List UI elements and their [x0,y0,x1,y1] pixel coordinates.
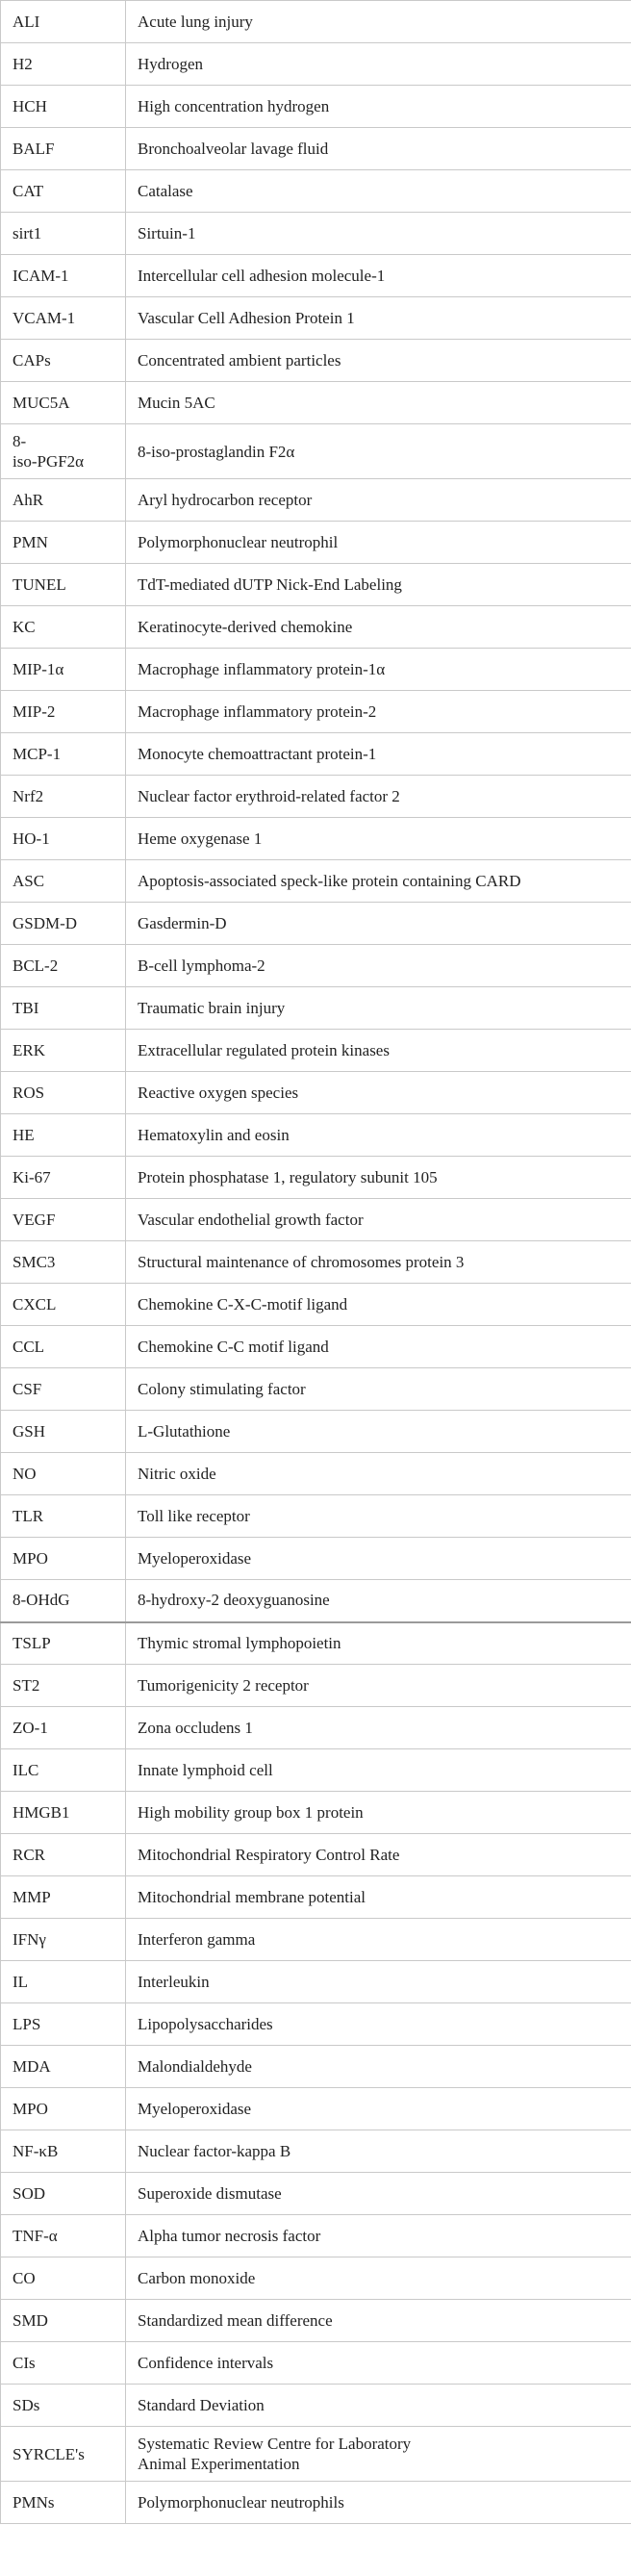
abbreviation-cell: VEGF [1,1199,126,1241]
abbreviation-cell: HMGB1 [1,1792,126,1834]
table-row [1,1707,631,1749]
table-row [1,1199,631,1241]
table-row [1,564,631,606]
definition-cell: Nitric oxide [126,1453,631,1495]
definition-cell: Aryl hydrocarbon receptor [126,479,631,522]
definition-cell: Heme oxygenase 1 [126,818,631,860]
abbreviation-cell: TUNEL [1,564,126,606]
table-row [1,1876,631,1919]
abbreviation-cell: SMC3 [1,1241,126,1284]
table-row [1,1411,631,1453]
definition-cell: Concentrated ambient particles [126,340,631,382]
abbreviation-cell: ERK [1,1030,126,1072]
abbreviation-cell: AhR [1,479,126,522]
abbreviation-cell: HO-1 [1,818,126,860]
table-row [1,1834,631,1876]
table-row [1,522,631,564]
table-row [1,340,631,382]
definition-cell: Interleukin [126,1961,631,2003]
definition-cell: Acute lung injury [126,1,631,43]
table-row [1,128,631,170]
table-row [1,2342,631,2385]
table-row [1,818,631,860]
table-row [1,86,631,128]
table-row [1,2088,631,2130]
abbreviation-cell: ZO-1 [1,1707,126,1749]
abbreviation-cell: PMNs [1,2482,126,2524]
definition-cell: Superoxide dismutase [126,2173,631,2215]
abbreviation-cell: HE [1,1114,126,1157]
table-row [1,1665,631,1707]
definition-cell: Chemokine C-X-C-motif ligand [126,1284,631,1326]
table-row [1,2046,631,2088]
definition-cell: Nuclear factor erythroid-related factor 2 [126,776,631,818]
abbreviation-cell: KC [1,606,126,649]
abbreviation-cell: SYRCLE's [1,2427,126,2482]
abbreviation-table-body [1,1,631,2524]
definition-cell: Interferon gamma [126,1919,631,1961]
definition-cell: Myeloperoxidase [126,2088,631,2130]
abbreviation-cell: MMP [1,1876,126,1919]
definition-cell: Chemokine C-C motif ligand [126,1326,631,1368]
table-row [1,1749,631,1792]
definition-cell: Traumatic brain injury [126,987,631,1030]
abbreviation-cell: MUC5A [1,382,126,424]
abbreviation-cell: GSDM-D [1,903,126,945]
definition-cell: Toll like receptor [126,1495,631,1538]
table-row [1,776,631,818]
definition-cell: Lipopolysaccharides [126,2003,631,2046]
definition-cell: Keratinocyte-derived chemokine [126,606,631,649]
definition-cell: Polymorphonuclear neutrophils [126,2482,631,2524]
abbreviation-cell: ILC [1,1749,126,1792]
table-row [1,2427,631,2482]
abbreviation-cell: GSH [1,1411,126,1453]
table-row [1,1,631,43]
abbreviation-cell: IFNγ [1,1919,126,1961]
table-row [1,1495,631,1538]
abbreviation-cell: ICAM-1 [1,255,126,297]
definition-cell: Intercellular cell adhesion molecule-1 [126,255,631,297]
definition-cell: Mucin 5AC [126,382,631,424]
definition-cell: Vascular Cell Adhesion Protein 1 [126,297,631,340]
abbreviation-cell: ASC [1,860,126,903]
table-row [1,606,631,649]
definition-cell: Carbon monoxide [126,2257,631,2300]
table-row [1,213,631,255]
definition-cell: Standard Deviation [126,2385,631,2427]
table-row [1,1453,631,1495]
definition-cell: Zona occludens 1 [126,1707,631,1749]
abbreviation-cell: SMD [1,2300,126,2342]
table-row [1,2300,631,2342]
abbreviation-cell: 8- iso-PGF2α [1,424,126,479]
definition-cell: Mitochondrial Respiratory Control Rate [126,1834,631,1876]
abbreviation-cell: CXCL [1,1284,126,1326]
abbreviation-cell: TSLP [1,1622,126,1665]
definition-cell: Monocyte chemoattractant protein-1 [126,733,631,776]
abbreviation-cell: 8-OHdG [1,1580,126,1622]
table-row [1,424,631,479]
abbreviation-cell: TLR [1,1495,126,1538]
table-row [1,860,631,903]
definition-cell: Vascular endothelial growth factor [126,1199,631,1241]
abbreviation-cell: SOD [1,2173,126,2215]
definition-cell: Gasdermin-D [126,903,631,945]
table-row [1,1072,631,1114]
definition-cell: Malondialdehyde [126,2046,631,2088]
abbreviation-cell: H2 [1,43,126,86]
definition-cell: Apoptosis-associated speck-like protein containing CARD [126,860,631,903]
table-row [1,1961,631,2003]
abbreviation-cell: NF-κB [1,2130,126,2173]
table-row [1,1157,631,1199]
table-row [1,1368,631,1411]
definition-cell: Colony stimulating factor [126,1368,631,1411]
definition-cell: Hematoxylin and eosin [126,1114,631,1157]
abbreviation-cell: CCL [1,1326,126,1368]
definition-cell: High concentration hydrogen [126,86,631,128]
abbreviation-cell: PMN [1,522,126,564]
table-row [1,903,631,945]
table-row [1,2173,631,2215]
abbreviation-cell: MPO [1,2088,126,2130]
abbreviation-cell: CSF [1,1368,126,1411]
definition-cell: Mitochondrial membrane potential [126,1876,631,1919]
table-row [1,2003,631,2046]
table-row [1,2385,631,2427]
definition-cell: L-Glutathione [126,1411,631,1453]
definition-cell: Hydrogen [126,43,631,86]
definition-cell: Extracellular regulated protein kinases [126,1030,631,1072]
table-row [1,297,631,340]
definition-cell: Sirtuin-1 [126,213,631,255]
table-row [1,733,631,776]
definition-cell: Confidence intervals [126,2342,631,2385]
abbreviation-cell: MCP-1 [1,733,126,776]
definition-cell: Thymic stromal lymphopoietin [126,1622,631,1665]
definition-cell: Alpha tumor necrosis factor [126,2215,631,2257]
table-row [1,1326,631,1368]
abbreviation-cell: ALI [1,1,126,43]
definition-cell: Structural maintenance of chromosomes protein 3 [126,1241,631,1284]
definition-cell: High mobility group box 1 protein [126,1792,631,1834]
table-row [1,2130,631,2173]
abbreviation-cell: MPO [1,1538,126,1580]
definition-cell: 8-iso-prostaglandin F2α [126,424,631,479]
table-row [1,987,631,1030]
abbreviation-cell: CAT [1,170,126,213]
table-row [1,691,631,733]
table-row [1,649,631,691]
table-row [1,1622,631,1665]
abbreviation-cell: SDs [1,2385,126,2427]
definition-cell: Polymorphonuclear neutrophil [126,522,631,564]
abbreviation-cell: MIP-2 [1,691,126,733]
abbreviation-cell: Ki-67 [1,1157,126,1199]
table-row [1,2482,631,2524]
table-row [1,1241,631,1284]
definition-cell: Tumorigenicity 2 receptor [126,1665,631,1707]
abbreviation-cell: ST2 [1,1665,126,1707]
table-row [1,255,631,297]
definition-cell: 8-hydroxy-2 deoxyguanosine [126,1580,631,1622]
table-row [1,2257,631,2300]
definition-cell: Nuclear factor-kappa B [126,2130,631,2173]
table-row [1,1284,631,1326]
abbreviation-cell: HCH [1,86,126,128]
abbreviation-cell: ROS [1,1072,126,1114]
abbreviation-cell: MDA [1,2046,126,2088]
abbreviation-cell: CO [1,2257,126,2300]
table-row [1,1792,631,1834]
abbreviation-cell: Nrf2 [1,776,126,818]
definition-cell: Protein phosphatase 1, regulatory subunit 105 [126,1157,631,1199]
table-row [1,2215,631,2257]
abbreviation-cell: CAPs [1,340,126,382]
definition-cell: Myeloperoxidase [126,1538,631,1580]
table-row [1,170,631,213]
abbreviation-cell: IL [1,1961,126,2003]
definition-cell: Macrophage inflammatory protein-2 [126,691,631,733]
abbreviation-cell: RCR [1,1834,126,1876]
table-row [1,1919,631,1961]
definition-cell: Systematic Review Centre for Laboratory Animal Experimentation [126,2427,631,2482]
table-row [1,43,631,86]
abbreviation-cell: CIs [1,2342,126,2385]
table-row [1,1580,631,1622]
definition-cell: Bronchoalveolar lavage fluid [126,128,631,170]
definition-cell: B-cell lymphoma-2 [126,945,631,987]
abbreviation-cell: TBI [1,987,126,1030]
abbreviation-cell: TNF-α [1,2215,126,2257]
definition-cell: TdT-mediated dUTP Nick-End Labeling [126,564,631,606]
table-row [1,382,631,424]
abbreviation-cell: VCAM-1 [1,297,126,340]
abbreviation-cell: BCL-2 [1,945,126,987]
table-row [1,1030,631,1072]
table-row [1,1114,631,1157]
definition-cell: Macrophage inflammatory protein-1α [126,649,631,691]
table-row [1,945,631,987]
abbreviation-cell: sirt1 [1,213,126,255]
definition-cell: Reactive oxygen species [126,1072,631,1114]
table-row [1,1538,631,1580]
abbreviation-cell: BALF [1,128,126,170]
table-row [1,479,631,522]
definition-cell: Standardized mean difference [126,2300,631,2342]
abbreviation-cell: MIP-1α [1,649,126,691]
definition-cell: Catalase [126,170,631,213]
definition-cell: Innate lymphoid cell [126,1749,631,1792]
abbreviation-cell: LPS [1,2003,126,2046]
abbreviation-cell: NO [1,1453,126,1495]
